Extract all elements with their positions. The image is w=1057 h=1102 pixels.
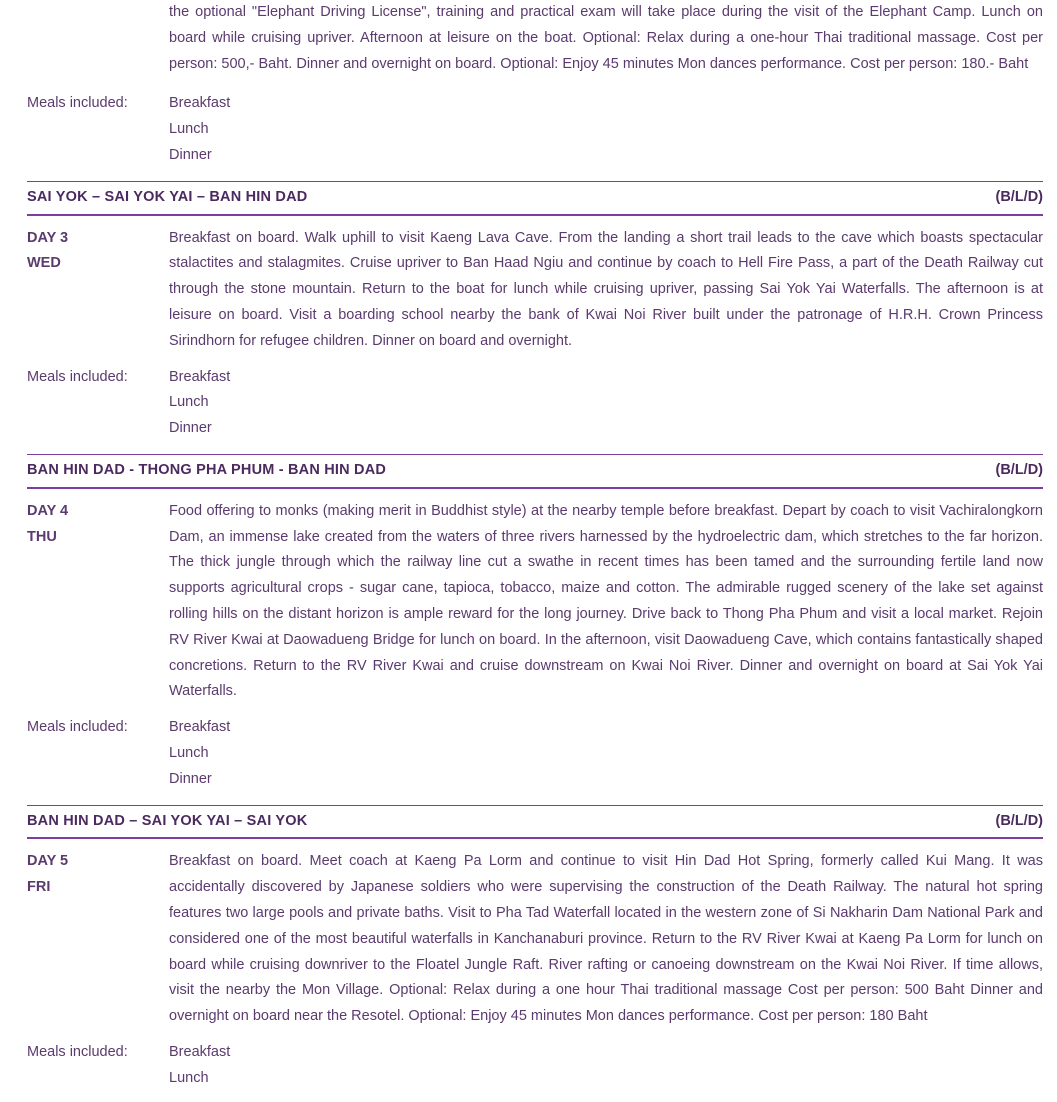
list-item: Lunch [169, 394, 209, 411]
spacer [0, 705, 1057, 709]
day-label [27, 499, 169, 551]
day-label [27, 226, 169, 278]
meals-label: Meals included: [27, 719, 128, 736]
section-header-day5 [27, 805, 1043, 840]
day-block-4 [0, 499, 1057, 705]
list-item: Breakfast [169, 719, 231, 736]
list-item: Dinner [169, 770, 212, 787]
list-item: Lunch [169, 1069, 209, 1086]
section-title: SAI YOK – SAI YOK YAI – BAN HIN DAD [27, 188, 308, 205]
list-item: Dinner [169, 420, 212, 437]
meals-values [169, 715, 1043, 792]
list-item: Lunch [169, 121, 209, 138]
meals-values [169, 365, 1043, 442]
list-item: Breakfast [169, 95, 231, 112]
meals-block-intro [0, 91, 1057, 168]
list-item: Lunch [169, 744, 209, 761]
meals-block-day5 [0, 1040, 1057, 1092]
meals-list [169, 1040, 1043, 1092]
status-badge: (B/L/D) [995, 461, 1043, 478]
day-block-3 [0, 226, 1057, 355]
day-weekday: THU [27, 528, 57, 545]
meals-block-day3 [0, 365, 1057, 442]
day-block-5 [0, 849, 1057, 1030]
day-label [27, 849, 169, 901]
status-badge: (B/L/D) [995, 812, 1043, 829]
list-item: Dinner [169, 146, 212, 163]
section-header-day3 [27, 181, 1043, 216]
spacer [0, 77, 1057, 85]
section-title: BAN HIN DAD – SAI YOK YAI – SAI YOK [27, 812, 308, 829]
meals-values [169, 1040, 1043, 1092]
meals-label: Meals included: [27, 368, 128, 385]
meals-list [169, 715, 1043, 792]
day-number: DAY 4 [27, 502, 69, 519]
intro-paragraph: the optional "Elephant Driving License", training and practical exam will take place during the visit of the Elephant Camp. Lunch on board while cruising upriver. Afternoon at leisure on the boat. Optional: Relax during a one-hour Thai traditional massage. Cost per person: 500,- Baht. Dinner and overnight on board. Optional: Enjoy 45 minutes Mon dances performance. Cost per person: 180.- Baht [169, 4, 1043, 72]
day-number: DAY 3 [27, 229, 69, 246]
meals-block-day4 [0, 715, 1057, 792]
day-description: Food offering to monks (making merit in Buddhist style) at the nearby temple before breakfast. Depart by coach to visit Vachiralongkorn Dam, an immense lake created from the waters of three rivers harnessed by the hydroelectric dam, which stretches to the far horizon. The thick jungle through which the railway line cut a swathe in recent times has been tamed and the surrounding fertile land now supports agricultural crops - sugar cane, tapioca, tobacco, maize and cotton. The admirable rugged scenery of the lake set against rolling hills on the distant horizon is ample reward for the long journey. Drive back to Thong Pha Phum and visit a local market. Rejoin RV River Kwai at Daowadueng Bridge for lunch on board. In the afternoon, visit Daowadueng Cave, which contains fantastically shaped concretions. Return to the RV River Kwai and cruise downstream on Kwai Noi River. Dinner and overnight on board at Sai Yok Yai Waterfalls. [169, 502, 1043, 700]
day-weekday: FRI [27, 879, 51, 896]
day-number: DAY 5 [27, 853, 69, 870]
list-item: Breakfast [169, 368, 231, 385]
day-description: Breakfast on board. Meet coach at Kaeng Pa Lorm and continue to visit Hin Dad Hot Spring, formerly called Kui Mang. It was accidentally discovered by Japanese soldiers who were supervising the construction of the Death Railway. The natural hot spring features two large pools and private baths. Visit to Pha Tad Waterfall located in the western zone of Si Nakharin Dam National Park and considered one of the most beautiful waterfalls in Kanchanaburi province. Return to the RV River Kwai at Kaeng Pa Lorm for lunch on board while cruising downriver to the Floatel Jungle Raft. River rafting or canoeing downstream on the Kwai Noi River. If time allows, visit the nearby the Mon Village. Optional: Relax during a one hour Thai traditional massage Cost per person: 500 Baht Dinner and overnight on board near the Resotel. Optional: Enjoy 45 minutes Mon dances performance. Cost per person: 180 Baht [169, 853, 1043, 1025]
spacer [0, 1030, 1057, 1034]
meals-list [169, 365, 1043, 442]
section-title: BAN HIN DAD - THONG PHA PHUM - BAN HIN DAD [27, 461, 387, 478]
meals-values [169, 91, 1043, 168]
list-item: Breakfast [169, 1043, 231, 1060]
meals-list [169, 91, 1043, 168]
spacer [0, 355, 1057, 359]
day-weekday: WED [27, 255, 61, 272]
day-description: Breakfast on board. Walk uphill to visit Kaeng Lava Cave. From the landing a short trail leads to the cave which boasts spectacular stalactites and stalagmites. Cruise upriver to Ban Haad Ngiu and continue by coach to Hell Fire Pass, a part of the Death Railway cut through the stone mountain. Return to the boat for lunch while cruising upriver, passing Sai Yok Yai Waterfalls. The afternoon is at leisure on board. Visit a boarding school nearby the bank of Kwai Noi River built under the patronage of H.R.H. Crown Princess Sirindhorn for refugee children. Dinner on board and overnight. [169, 229, 1043, 349]
meals-label: Meals included: [27, 1043, 128, 1060]
section-header-day4 [27, 454, 1043, 489]
meals-label: Meals included: [27, 95, 128, 112]
status-badge: (B/L/D) [995, 188, 1043, 205]
